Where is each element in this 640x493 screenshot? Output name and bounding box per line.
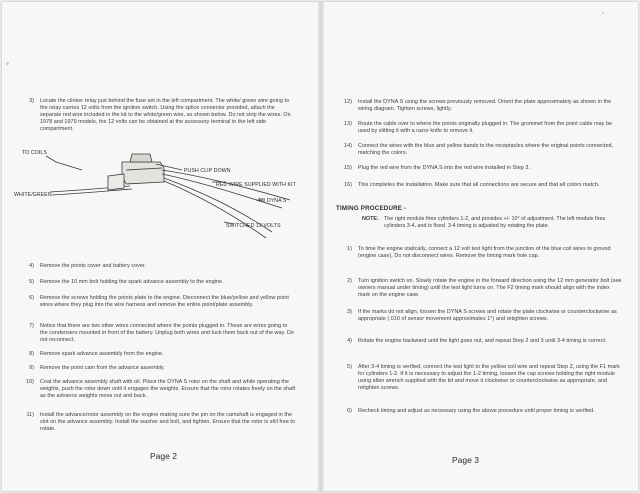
item-text: Remove spark advance assembly from the engine. [40,351,164,357]
step-number: 5) [347,364,352,370]
item-text: Remove the 10 mm bolt holding the spark advance assembly to the engine. [40,279,224,285]
step-number: 3) [347,309,352,315]
item-number: 15) [344,165,352,171]
step-text: Recheck timing and adjust as necessary using the above procedure until proper timing is verified. [358,408,595,414]
splice-diagram [12,148,302,256]
manual-spread [2,2,638,491]
step-text: After 3-4 timing is verified, connect the test light to the yellow coil wire and repeat Step 2, using the F1 mark for cylinders 1-2. If it is necessary to adjust the 1-2 timing, loosen the cap screws holding the right module using allen wrench supplied with the kit and move it clockwise or counterclockwise as appropriate, and retighten screws. [358,364,620,391]
step-text: Rotate the engine backward until the light goes out, and repeat Step 2 and 3 until 3-4 timing is correct. [358,338,607,344]
item-text: Route the cable over to where the points originally plugged in. The grommet from the point cable may be used by slitting it with a razor knife to remove it. [358,121,613,134]
label-white-green: WHITE/GREEN [14,192,52,198]
page-3 [324,2,638,491]
item-text: Remove the screws holding the points plate to the engine. Disconnect the blue/yellow and yellow point wires where they plug into the wire harness and remove the entire point/plate assembly. [40,295,289,308]
item-text: Notice that there are two other wires connected where the points plugged in. These are wires going to the condensers mounted in front of the battery. Unplug both wires and tuck them back out of the way. Do not reconnect. [40,323,294,343]
item-number: 3) [29,98,34,104]
item-number: 16) [344,182,352,188]
item-number: 8) [29,351,34,357]
step-number: 1) [347,246,352,252]
item-text: Install the DYNA S using the screws previously removed. Orient the plate approximately as shown in the wiring diagram. Tighten screws, lightly. [358,99,612,112]
item-number: 6) [29,295,34,301]
item-number: 4) [29,263,34,269]
item-number: 12) [344,99,352,105]
item-number: 11) [26,412,34,418]
label-push-clip-down: PUSH CLIP DOWN [184,168,231,174]
item-number: 14) [344,143,352,149]
item-text: Remove the points cover and battery cover. [40,263,147,269]
splice-connector [122,162,164,184]
page-2 [2,2,318,491]
timing-procedure-heading: TIMING PROCEDURE - [336,205,407,212]
note-label: NOTE: [362,216,379,222]
step-number: 6) [347,408,352,414]
item-text: Connect the wires with the blue and yellow bands to the receptacles where the original points connected, matching the colors. [358,143,614,156]
scan-speck [6,62,9,65]
item-number: 9) [29,365,34,371]
item-text: Install the advance/rotor assembly on the engine making sure the pin on the camshaft is engaged in the slot on the advance assembly. Install the washer and bolt, and tighten. Ensure that the rotor is still free to rotate. [40,412,296,432]
label-to-dyna-s: TO DYNA S [258,198,287,204]
page-number: Page 2 [150,451,177,461]
step-number: 2) [347,278,352,284]
item-text: This completes the installation. Make sure that all connections are secure and that all colors match. [358,182,600,188]
note-text: The right module fires cylinders 1-2, and provides +/- 10° of adjustment. The left module fires cylinders 3-4, and is fixed. 3-4 timing is adjusted by rotating the plate. [384,216,606,229]
step-text: Turn ignition switch on. Slowly rotate the engine in the forward direction using the 12 mm generator bolt (see owners manual under timing) until the test light turns on. The F2 timing mark should align with the index mark on the engine case. [358,278,622,298]
label-to-coils: TO COILS [22,150,47,156]
item-number: 10) [26,379,34,385]
splice-clip [130,154,152,162]
step-text: If the marks do not align, loosen the DYNA S screws and rotate the plate clockwise or counterclockwise as appropriate (.010 of sensor movement approximates 1°) and retighten screws. [358,309,617,322]
label-red-wire: RED WIRE SUPPLIED WITH KIT [216,182,296,188]
item-text: Locate the clinker relay just behind the fuse set in the left compartment. The white/ green wire going to the relay carries 12 volts from the ignition switch. Using the splice connector provided, attach the separate red wire included in the kit to the white/green wire, as shown below. Do not strip the wires. On 1978 and 1979 models, the 12 volts can be obtained at the accessory terminal in the left side compartment. [40,98,291,132]
label-switched-12-volts: SWITCHED 12 VOLTS [226,223,281,229]
page-number: Page 3 [452,455,479,465]
to-coils-leader [46,156,82,170]
step-text: To time the engine statically, connect a 12 volt test light from the junction of the blue coil wires to ground (engine case). Do not disconnect wires. Remove the timing mark hole cap. [358,246,611,259]
item-text: Coat the advance assembly shaft with oil. Place the DYNA S rotor on the shaft and while operating the weights, push the rotor down until it engages the weights. Ensure that the rotor rotates freely on the shaft as the advance weights move out and back. [40,379,296,399]
item-number: 13) [344,121,352,127]
item-number: 5) [29,279,34,285]
scan-speck [602,12,604,14]
harness-wire-bottom [52,189,132,195]
step-number: 4) [347,338,352,344]
item-number: 7) [29,323,34,329]
item-text: Plug the red wire from the DYNA S into the red wire installed in Step 3. [358,165,530,171]
item-text: Remove the point cam from the advance assembly. [40,365,165,371]
